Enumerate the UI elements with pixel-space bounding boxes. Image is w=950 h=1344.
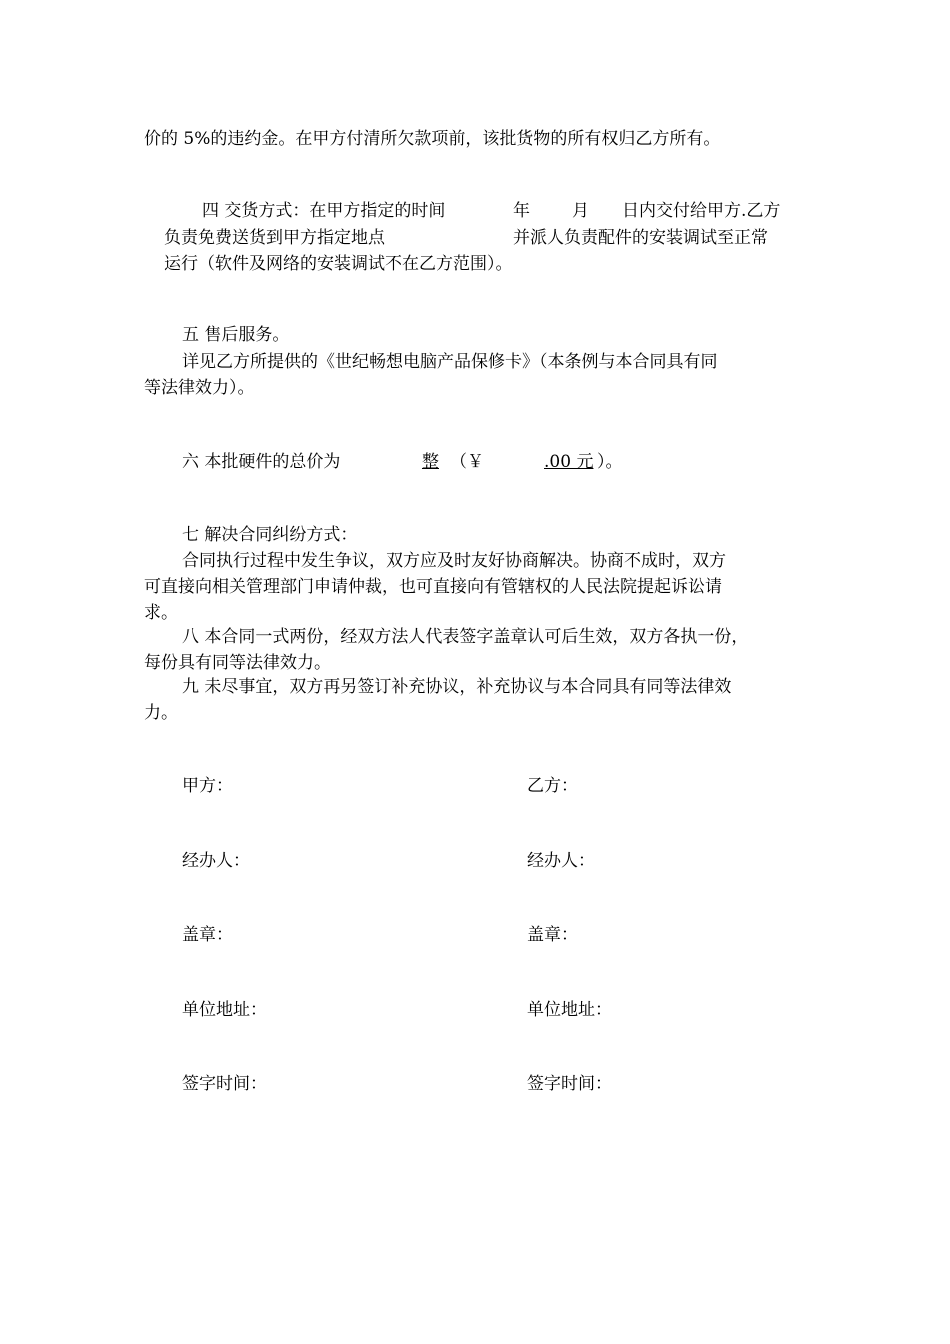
party-b-label: 乙方： <box>527 776 578 796</box>
clause4-day-text: 日内交付给甲方.乙方 <box>622 201 781 221</box>
clause4-line1-text: 四 交货方式：在甲方指定的时间 <box>202 201 446 221</box>
clause7-line2-text: 可直接向相关管理部门申请仲裁，也可直接向有管辖权的人民法院提起诉讼请 <box>144 577 722 597</box>
clause9-line1-text: 九 未尽事宜，双方再另签订补充协议，补充协议与本合同具有同等法律效 <box>182 677 732 697</box>
party-b-date-label: 签字时间： <box>527 1074 612 1094</box>
clause8-line2-text: 每份具有同等法律效力。 <box>144 653 331 673</box>
party-b-agent-label: 经办人： <box>527 851 595 871</box>
clause6-zheng-text: 整 <box>422 452 439 472</box>
clause9-line2-text: 力。 <box>144 703 178 723</box>
party-a-agent-label: 经办人： <box>182 851 250 871</box>
party-a-address-label: 单位地址： <box>182 1000 267 1020</box>
clause4-line2-text: 负责免费送货到甲方指定地点 <box>164 228 385 248</box>
clause7-heading: 七 解决合同纠纷方式： <box>182 525 358 545</box>
clause5-line1-text: 详见乙方所提供的《世纪畅想电脑产品保修卡》（本条例与本合同具有同 <box>182 352 718 372</box>
clause4-line2-rest-text: 并派人负责配件的安装调试至正常 <box>513 228 768 248</box>
clause7-line1-text: 合同执行过程中发生争议，双方应及时友好协商解决。协商不成时，双方 <box>182 551 726 571</box>
clause4-month-label: 月 <box>572 201 589 221</box>
clause6-paren-open: （￥ <box>450 452 484 472</box>
clause4-year-label: 年 <box>513 201 530 221</box>
party-b-address-label: 单位地址： <box>527 1000 612 1020</box>
clause7-line3-text: 求。 <box>144 603 178 623</box>
clause5-heading: 五 售后服务。 <box>182 325 290 345</box>
clause6-label: 六 本批硬件的总价为 <box>182 452 341 472</box>
party-a-seal-label: 盖章： <box>182 925 233 945</box>
party-a-date-label: 签字时间： <box>182 1074 267 1094</box>
clause5-line2-text: 等法律效力）。 <box>144 378 255 398</box>
clause6-amount-text: .00 元 <box>544 452 594 472</box>
clause3-tail-text: 价的 5%的违约金。在甲方付清所欠款项前，该批货物的所有权归乙方所有。 <box>144 129 721 149</box>
clause4-line3-text: 运行（软件及网络的安装调试不在乙方范围）。 <box>164 254 513 274</box>
clause8-line1-text: 八 本合同一式两份，经双方法人代表签字盖章认可后生效，双方各执一份， <box>182 627 749 647</box>
clause6-paren-close: ）。 <box>597 452 623 472</box>
party-a-label: 甲方： <box>182 776 233 796</box>
party-b-seal-label: 盖章： <box>527 925 578 945</box>
